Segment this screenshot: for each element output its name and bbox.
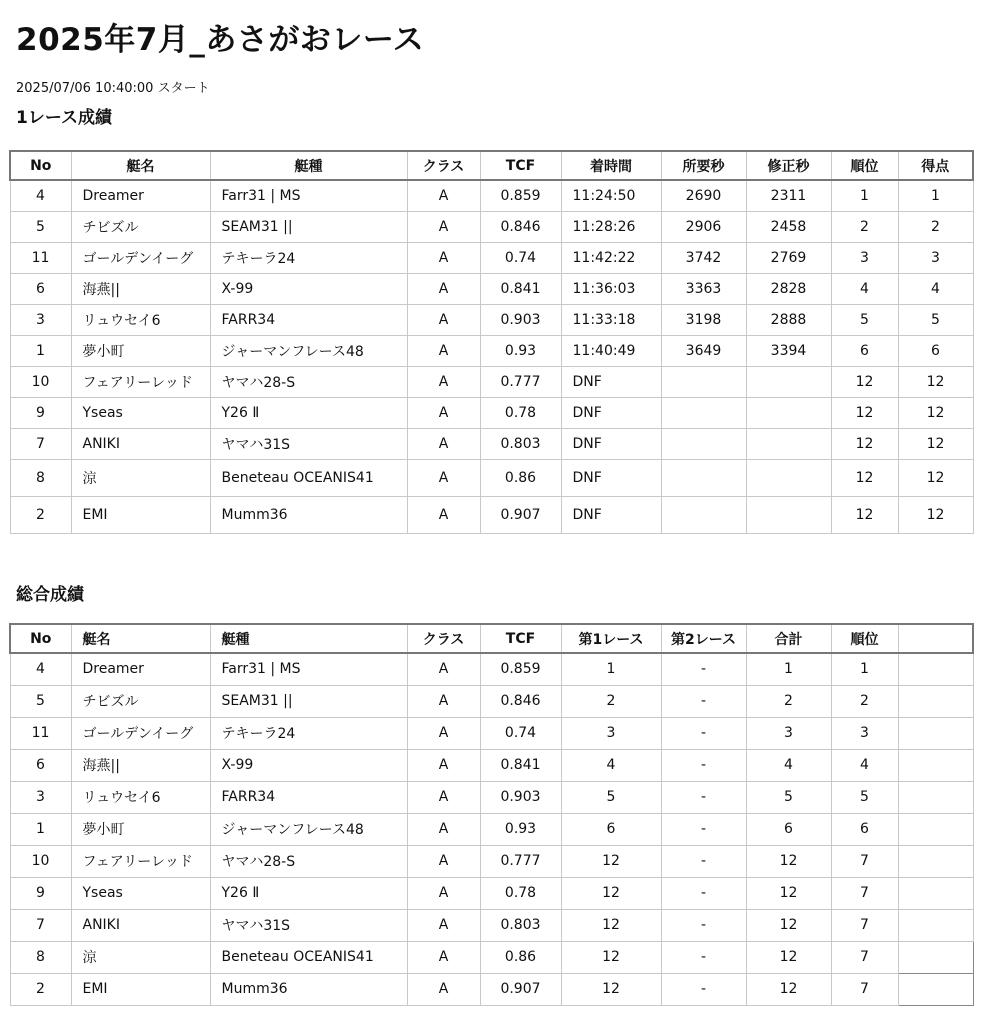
boat-name-cell: Dreamer <box>71 180 210 212</box>
points-cell: 12 <box>898 497 973 534</box>
boat-type-cell: テキーラ24 <box>210 243 407 274</box>
race2-cell: - <box>661 685 746 717</box>
table-row <box>10 180 973 212</box>
start-time: 2025/07/06 10:40:00 スタート <box>16 81 210 96</box>
no-cell: 11 <box>10 717 71 749</box>
class-cell: A <box>407 367 480 398</box>
points-cell: 12 <box>898 367 973 398</box>
blank-cell <box>898 973 973 1005</box>
finish-time-cell: DNF <box>561 367 661 398</box>
rank-cell: 6 <box>831 813 898 845</box>
points-cell: 3 <box>898 243 973 274</box>
race2-cell: - <box>661 717 746 749</box>
class-cell: A <box>407 274 480 305</box>
race1-cell: 4 <box>561 749 661 781</box>
table-row <box>10 845 973 877</box>
elapsed-sec-cell <box>661 497 746 534</box>
boat-type-cell: テキーラ24 <box>210 717 407 749</box>
tcf-cell: 0.93 <box>480 813 561 845</box>
rank-cell: 2 <box>831 685 898 717</box>
boat-type-cell: ヤマハ31S <box>210 909 407 941</box>
tcf-cell: 0.859 <box>480 653 561 685</box>
table-row <box>10 274 973 305</box>
race1-cell: 12 <box>561 845 661 877</box>
corrected-sec-cell: 3394 <box>746 336 831 367</box>
boat-name-cell: EMI <box>71 973 210 1005</box>
corrected-sec-cell: 2458 <box>746 212 831 243</box>
tcf-cell: 0.74 <box>480 717 561 749</box>
finish-time-cell: DNF <box>561 429 661 460</box>
class-cell: A <box>407 877 480 909</box>
boat-name-cell: ANIKI <box>71 909 210 941</box>
total-cell: 12 <box>746 877 831 909</box>
race1-results-table <box>9 150 974 534</box>
tcf-cell: 0.74 <box>480 243 561 274</box>
table-row <box>10 367 973 398</box>
rank-cell: 4 <box>831 749 898 781</box>
col-header-boat-type: 艇種 <box>210 151 407 180</box>
class-cell: A <box>407 909 480 941</box>
boat-type-cell: Y26 Ⅱ <box>210 877 407 909</box>
points-cell: 1 <box>898 180 973 212</box>
table-row <box>10 243 973 274</box>
class-cell: A <box>407 973 480 1005</box>
total-cell: 4 <box>746 749 831 781</box>
table-row <box>10 336 973 367</box>
tcf-cell: 0.841 <box>480 749 561 781</box>
class-cell: A <box>407 845 480 877</box>
race1-cell: 2 <box>561 685 661 717</box>
no-cell: 3 <box>10 305 71 336</box>
col-header-tcf: TCF <box>480 151 561 180</box>
elapsed-sec-cell: 3363 <box>661 274 746 305</box>
rank-cell: 12 <box>831 429 898 460</box>
total-cell: 12 <box>746 909 831 941</box>
no-cell: 9 <box>10 877 71 909</box>
rank-cell: 3 <box>831 243 898 274</box>
total-cell: 12 <box>746 941 831 973</box>
class-cell: A <box>407 685 480 717</box>
table-row <box>10 717 973 749</box>
tcf-cell: 0.903 <box>480 305 561 336</box>
overall-results-table <box>9 623 974 1006</box>
boat-type-cell: Farr31 | MS <box>210 180 407 212</box>
corrected-sec-cell <box>746 429 831 460</box>
boat-name-cell: 夢小町 <box>71 813 210 845</box>
tcf-cell: 0.846 <box>480 212 561 243</box>
corrected-sec-cell <box>746 367 831 398</box>
table-row <box>10 429 973 460</box>
elapsed-sec-cell <box>661 398 746 429</box>
corrected-sec-cell: 2311 <box>746 180 831 212</box>
blank-cell <box>898 909 973 941</box>
table-row <box>10 305 973 336</box>
points-cell: 4 <box>898 274 973 305</box>
table-row <box>10 781 973 813</box>
finish-time-cell: 11:24:50 <box>561 180 661 212</box>
boat-type-cell: Farr31 | MS <box>210 653 407 685</box>
blank-cell <box>898 877 973 909</box>
boat-type-cell: FARR34 <box>210 781 407 813</box>
boat-name-cell: ANIKI <box>71 429 210 460</box>
table-row <box>10 398 973 429</box>
boat-type-cell: Beneteau OCEANIS41 <box>210 941 407 973</box>
no-cell: 7 <box>10 909 71 941</box>
race1-cell: 12 <box>561 909 661 941</box>
boat-type-cell: FARR34 <box>210 305 407 336</box>
col-header-no: No <box>10 151 71 180</box>
col-header-finish-time: 着時間 <box>561 151 661 180</box>
col-header-rank: 順位 <box>831 151 898 180</box>
no-cell: 1 <box>10 336 71 367</box>
table-row <box>10 813 973 845</box>
boat-name-cell: 涼 <box>71 460 210 497</box>
class-cell: A <box>407 336 480 367</box>
total-cell: 1 <box>746 653 831 685</box>
rank-cell: 7 <box>831 941 898 973</box>
corrected-sec-cell: 2888 <box>746 305 831 336</box>
finish-time-cell: 11:40:49 <box>561 336 661 367</box>
finish-time-cell: 11:36:03 <box>561 274 661 305</box>
col-header-tcf: TCF <box>480 624 561 653</box>
elapsed-sec-cell: 3742 <box>661 243 746 274</box>
no-cell: 4 <box>10 653 71 685</box>
corrected-sec-cell <box>746 398 831 429</box>
table-row <box>10 685 973 717</box>
boat-name-cell: 海燕|| <box>71 749 210 781</box>
race1-cell: 3 <box>561 717 661 749</box>
col-header-race2: 第2レース <box>661 624 746 653</box>
race1-cell: 12 <box>561 941 661 973</box>
col-header-total: 合計 <box>746 624 831 653</box>
boat-type-cell: SEAM31 || <box>210 212 407 243</box>
rank-cell: 12 <box>831 367 898 398</box>
boat-type-cell: Mumm36 <box>210 973 407 1005</box>
boat-name-cell: 夢小町 <box>71 336 210 367</box>
total-cell: 2 <box>746 685 831 717</box>
col-header-boat-name: 艇名 <box>71 624 210 653</box>
total-cell: 12 <box>746 973 831 1005</box>
rank-cell: 3 <box>831 717 898 749</box>
points-cell: 12 <box>898 398 973 429</box>
no-cell: 5 <box>10 685 71 717</box>
race1-cell: 12 <box>561 877 661 909</box>
boat-type-cell: Mumm36 <box>210 497 407 534</box>
boat-type-cell: Beneteau OCEANIS41 <box>210 460 407 497</box>
class-cell: A <box>407 212 480 243</box>
rank-cell: 2 <box>831 212 898 243</box>
points-cell: 12 <box>898 460 973 497</box>
race2-cell: - <box>661 653 746 685</box>
rank-cell: 7 <box>831 909 898 941</box>
table-row <box>10 460 973 497</box>
tcf-cell: 0.78 <box>480 398 561 429</box>
race2-cell: - <box>661 845 746 877</box>
total-cell: 3 <box>746 717 831 749</box>
col-header-corrected-sec: 修正秒 <box>746 151 831 180</box>
corrected-sec-cell <box>746 460 831 497</box>
tcf-cell: 0.78 <box>480 877 561 909</box>
class-cell: A <box>407 717 480 749</box>
tcf-cell: 0.803 <box>480 429 561 460</box>
class-cell: A <box>407 941 480 973</box>
no-cell: 8 <box>10 460 71 497</box>
blank-cell <box>898 653 973 685</box>
elapsed-sec-cell: 3198 <box>661 305 746 336</box>
boat-name-cell: ゴールデンイーグ <box>71 717 210 749</box>
col-header-rank: 順位 <box>831 624 898 653</box>
boat-type-cell: SEAM31 || <box>210 685 407 717</box>
race2-cell: - <box>661 749 746 781</box>
rank-cell: 5 <box>831 781 898 813</box>
rank-cell: 12 <box>831 460 898 497</box>
elapsed-sec-cell <box>661 367 746 398</box>
boat-name-cell: EMI <box>71 497 210 534</box>
boat-type-cell: ジャーマンフレース48 <box>210 336 407 367</box>
no-cell: 6 <box>10 274 71 305</box>
rank-cell: 7 <box>831 877 898 909</box>
boat-name-cell: Yseas <box>71 877 210 909</box>
class-cell: A <box>407 813 480 845</box>
boat-name-cell: フェアリーレッド <box>71 845 210 877</box>
boat-name-cell: 涼 <box>71 941 210 973</box>
rank-cell: 1 <box>831 653 898 685</box>
table-row <box>10 653 973 685</box>
finish-time-cell: 11:42:22 <box>561 243 661 274</box>
corrected-sec-cell: 2769 <box>746 243 831 274</box>
boat-name-cell: ゴールデンイーグ <box>71 243 210 274</box>
table-row <box>10 497 973 534</box>
race1-cell: 5 <box>561 781 661 813</box>
boat-type-cell: X-99 <box>210 749 407 781</box>
boat-type-cell: Y26 Ⅱ <box>210 398 407 429</box>
tcf-cell: 0.907 <box>480 973 561 1005</box>
col-header-elapsed-sec: 所要秒 <box>661 151 746 180</box>
table-row <box>10 909 973 941</box>
page-title: 2025年7月_あさがおレース <box>16 22 425 58</box>
points-cell: 2 <box>898 212 973 243</box>
tcf-cell: 0.859 <box>480 180 561 212</box>
blank-cell <box>898 941 973 973</box>
col-header-class: クラス <box>407 151 480 180</box>
no-cell: 10 <box>10 367 71 398</box>
no-cell: 9 <box>10 398 71 429</box>
blank-cell <box>898 845 973 877</box>
boat-name-cell: チビズル <box>71 685 210 717</box>
boat-type-cell: ジャーマンフレース48 <box>210 813 407 845</box>
table-row <box>10 212 973 243</box>
rank-cell: 7 <box>831 845 898 877</box>
total-cell: 6 <box>746 813 831 845</box>
boat-name-cell: リュウセイ6 <box>71 781 210 813</box>
rank-cell: 1 <box>831 180 898 212</box>
boat-name-cell: フェアリーレッド <box>71 367 210 398</box>
points-cell: 6 <box>898 336 973 367</box>
no-cell: 8 <box>10 941 71 973</box>
boat-name-cell: 海燕|| <box>71 274 210 305</box>
no-cell: 5 <box>10 212 71 243</box>
no-cell: 3 <box>10 781 71 813</box>
blank-cell <box>898 813 973 845</box>
finish-time-cell: DNF <box>561 398 661 429</box>
no-cell: 6 <box>10 749 71 781</box>
no-cell: 10 <box>10 845 71 877</box>
boat-type-cell: X-99 <box>210 274 407 305</box>
class-cell: A <box>407 497 480 534</box>
blank-cell <box>898 749 973 781</box>
finish-time-cell: DNF <box>561 497 661 534</box>
col-header-boat-type: 艇種 <box>210 624 407 653</box>
table-row <box>10 973 973 1005</box>
race2-cell: - <box>661 813 746 845</box>
class-cell: A <box>407 653 480 685</box>
race2-cell: - <box>661 973 746 1005</box>
elapsed-sec-cell <box>661 460 746 497</box>
col-header-points: 得点 <box>898 151 973 180</box>
rank-cell: 12 <box>831 398 898 429</box>
boat-type-cell: ヤマハ28-S <box>210 367 407 398</box>
class-cell: A <box>407 749 480 781</box>
tcf-cell: 0.803 <box>480 909 561 941</box>
no-cell: 2 <box>10 973 71 1005</box>
tcf-cell: 0.777 <box>480 845 561 877</box>
boat-type-cell: ヤマハ28-S <box>210 845 407 877</box>
elapsed-sec-cell: 2690 <box>661 180 746 212</box>
col-header-class: クラス <box>407 624 480 653</box>
no-cell: 4 <box>10 180 71 212</box>
no-cell: 2 <box>10 497 71 534</box>
rank-cell: 7 <box>831 973 898 1005</box>
tcf-cell: 0.93 <box>480 336 561 367</box>
rank-cell: 5 <box>831 305 898 336</box>
finish-time-cell: DNF <box>561 460 661 497</box>
points-cell: 12 <box>898 429 973 460</box>
race2-cell: - <box>661 909 746 941</box>
race1-cell: 6 <box>561 813 661 845</box>
tcf-cell: 0.86 <box>480 941 561 973</box>
boat-name-cell: リュウセイ6 <box>71 305 210 336</box>
table-row <box>10 877 973 909</box>
boat-name-cell: チビズル <box>71 212 210 243</box>
elapsed-sec-cell <box>661 429 746 460</box>
table-row <box>10 749 973 781</box>
race2-cell: - <box>661 941 746 973</box>
col-header-race1: 第1レース <box>561 624 661 653</box>
points-cell: 5 <box>898 305 973 336</box>
race2-cell: - <box>661 781 746 813</box>
col-header-blank <box>898 624 973 653</box>
class-cell: A <box>407 243 480 274</box>
class-cell: A <box>407 180 480 212</box>
col-header-no: No <box>10 624 71 653</box>
race1-cell: 12 <box>561 973 661 1005</box>
col-header-boat-name: 艇名 <box>71 151 210 180</box>
class-cell: A <box>407 781 480 813</box>
table-row <box>10 941 973 973</box>
no-cell: 1 <box>10 813 71 845</box>
boat-name-cell: Yseas <box>71 398 210 429</box>
corrected-sec-cell <box>746 497 831 534</box>
no-cell: 7 <box>10 429 71 460</box>
blank-cell <box>898 717 973 749</box>
elapsed-sec-cell: 2906 <box>661 212 746 243</box>
tcf-cell: 0.846 <box>480 685 561 717</box>
tcf-cell: 0.907 <box>480 497 561 534</box>
tcf-cell: 0.86 <box>480 460 561 497</box>
tcf-cell: 0.841 <box>480 274 561 305</box>
total-cell: 5 <box>746 781 831 813</box>
race1-heading: 1レース成績 <box>16 108 112 128</box>
corrected-sec-cell: 2828 <box>746 274 831 305</box>
blank-cell <box>898 685 973 717</box>
class-cell: A <box>407 398 480 429</box>
class-cell: A <box>407 429 480 460</box>
elapsed-sec-cell: 3649 <box>661 336 746 367</box>
total-cell: 12 <box>746 845 831 877</box>
tcf-cell: 0.903 <box>480 781 561 813</box>
race1-header-row <box>10 151 973 180</box>
overall-heading: 総合成績 <box>16 585 84 605</box>
overall-header-row <box>10 624 973 653</box>
tcf-cell: 0.777 <box>480 367 561 398</box>
blank-cell <box>898 781 973 813</box>
race1-cell: 1 <box>561 653 661 685</box>
finish-time-cell: 11:33:18 <box>561 305 661 336</box>
race2-cell: - <box>661 877 746 909</box>
boat-type-cell: ヤマハ31S <box>210 429 407 460</box>
rank-cell: 12 <box>831 497 898 534</box>
no-cell: 11 <box>10 243 71 274</box>
finish-time-cell: 11:28:26 <box>561 212 661 243</box>
rank-cell: 6 <box>831 336 898 367</box>
boat-name-cell: Dreamer <box>71 653 210 685</box>
class-cell: A <box>407 460 480 497</box>
class-cell: A <box>407 305 480 336</box>
rank-cell: 4 <box>831 274 898 305</box>
